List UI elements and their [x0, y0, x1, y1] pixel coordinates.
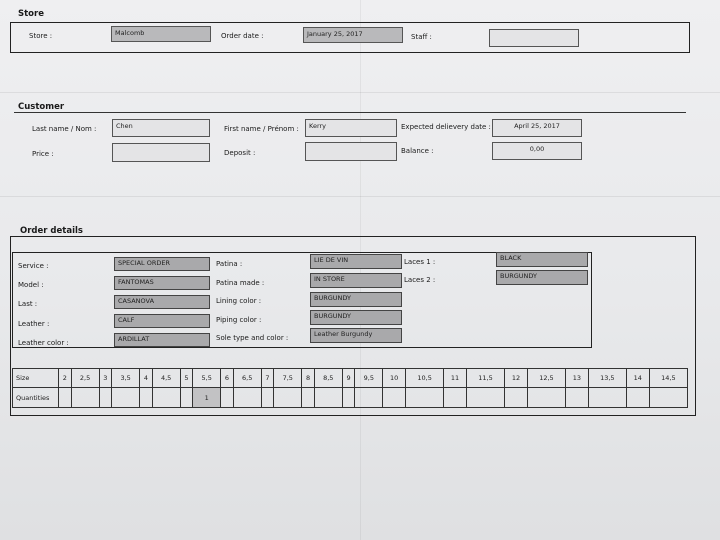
size-cell: 12	[505, 369, 528, 388]
store-section-title: Store	[18, 9, 44, 19]
deposit-field[interactable]	[305, 142, 397, 161]
quantity-cell[interactable]	[112, 388, 140, 408]
quantity-cell[interactable]	[140, 388, 153, 408]
size-cell: 10,5	[406, 369, 444, 388]
size-cell: 2	[59, 369, 72, 388]
size-cell: 13	[565, 369, 588, 388]
quantity-cell[interactable]	[261, 388, 274, 408]
quantity-cell[interactable]	[59, 388, 72, 408]
patina-made-value[interactable]: IN STORE	[310, 273, 402, 288]
quantities-header: Quantities	[13, 388, 59, 408]
model-value[interactable]: FANTOMAS	[114, 276, 210, 290]
price-label: Price :	[32, 150, 54, 158]
size-cell: 5,5	[193, 369, 221, 388]
staff-label: Staff :	[411, 33, 432, 41]
quantity-cell[interactable]	[302, 388, 315, 408]
size-cell: 3	[99, 369, 112, 388]
size-cell: 14	[626, 369, 649, 388]
size-header: Size	[13, 369, 59, 388]
quantity-cell[interactable]	[649, 388, 687, 408]
quantity-cell[interactable]	[221, 388, 234, 408]
piping-color-label: Piping color :	[216, 316, 262, 324]
size-cell: 3,5	[112, 369, 140, 388]
piping-color-value[interactable]: BURGUNDY	[310, 310, 402, 325]
expected-delivery-label: Expected delievery date :	[401, 123, 491, 131]
sole-type-color-label: Sole type and color :	[216, 334, 289, 342]
size-cell: 12,5	[527, 369, 565, 388]
customer-section-title: Customer	[18, 102, 65, 112]
laces-2-label: Laces 2 :	[404, 276, 436, 284]
leather-color-value[interactable]: ARDILLAT	[114, 333, 210, 347]
quantity-cell[interactable]	[355, 388, 383, 408]
order-date-field[interactable]: January 25, 2017	[303, 27, 403, 43]
quantity-cell[interactable]: 1	[193, 388, 221, 408]
size-row	[13, 369, 688, 388]
size-cell: 7,5	[274, 369, 302, 388]
size-cell: 6	[221, 369, 234, 388]
lining-color-value[interactable]: BURGUNDY	[310, 292, 402, 307]
order-date-label: Order date :	[221, 32, 264, 40]
size-cell: 11	[444, 369, 467, 388]
store-section-box	[10, 22, 690, 53]
size-cell: 4	[140, 369, 153, 388]
patina-made-label: Patina made :	[216, 279, 265, 287]
laces-1-value[interactable]: BLACK	[496, 252, 588, 267]
quantity-cell[interactable]	[233, 388, 261, 408]
first-name-field[interactable]: Kerry	[305, 119, 397, 137]
size-cell: 8,5	[314, 369, 342, 388]
size-cell: 9,5	[355, 369, 383, 388]
size-cell: 7	[261, 369, 274, 388]
quantity-cell[interactable]	[588, 388, 626, 408]
size-cell: 13,5	[588, 369, 626, 388]
last-label: Last :	[18, 300, 38, 308]
model-label: Model :	[18, 281, 44, 289]
size-cell: 6,5	[233, 369, 261, 388]
lining-color-label: Lining color :	[216, 297, 262, 305]
store-field[interactable]: Malcomb	[111, 26, 211, 42]
deposit-label: Deposit :	[224, 149, 256, 157]
quantity-cell[interactable]	[342, 388, 355, 408]
size-cell: 8	[302, 369, 315, 388]
service-value[interactable]: SPECIAL ORDER	[114, 257, 210, 271]
quantity-cell[interactable]	[466, 388, 504, 408]
patina-value[interactable]: LIE DE VIN	[310, 254, 402, 269]
quantity-cell[interactable]	[527, 388, 565, 408]
size-cell: 10	[383, 369, 406, 388]
last-name-label: Last name / Nom :	[32, 125, 97, 133]
quantity-cell[interactable]	[71, 388, 99, 408]
leather-value[interactable]: CALF	[114, 314, 210, 328]
quantity-cell[interactable]	[406, 388, 444, 408]
size-quantity-table	[12, 368, 688, 408]
quantity-cell[interactable]	[274, 388, 302, 408]
last-name-field[interactable]: Chen	[112, 119, 210, 137]
quantity-cell[interactable]	[180, 388, 193, 408]
balance-field[interactable]: 0,00	[492, 142, 582, 160]
size-cell: 4,5	[152, 369, 180, 388]
quantities-row	[13, 388, 688, 408]
first-name-label: First name / Prénom :	[224, 125, 299, 133]
size-cell: 11,5	[466, 369, 504, 388]
service-label: Service :	[18, 262, 49, 270]
staff-field[interactable]	[489, 29, 579, 47]
price-field[interactable]	[112, 143, 210, 162]
quantity-cell[interactable]	[505, 388, 528, 408]
laces-1-label: Laces 1 :	[404, 258, 436, 266]
order-details-title: Order details	[20, 226, 83, 236]
quantity-cell[interactable]	[444, 388, 467, 408]
laces-2-value[interactable]: BURGUNDY	[496, 270, 588, 285]
customer-section-line	[14, 112, 686, 113]
size-cell: 2,5	[71, 369, 99, 388]
balance-label: Balance :	[401, 147, 434, 155]
expected-delivery-field[interactable]: April 25, 2017	[492, 119, 582, 137]
quantity-cell[interactable]	[565, 388, 588, 408]
size-cell: 5	[180, 369, 193, 388]
quantity-cell[interactable]	[383, 388, 406, 408]
store-label: Store :	[29, 32, 53, 40]
quantity-cell[interactable]	[314, 388, 342, 408]
last-value[interactable]: CASANOVA	[114, 295, 210, 309]
sole-type-color-value[interactable]: Leather Burgundy	[310, 328, 402, 343]
patina-label: Patina :	[216, 260, 243, 268]
leather-label: Leather :	[18, 320, 50, 328]
size-cell: 9	[342, 369, 355, 388]
size-cell: 14,5	[649, 369, 687, 388]
quantity-cell[interactable]	[152, 388, 180, 408]
leather-color-label: Leather color :	[18, 339, 69, 347]
quantity-cell[interactable]	[99, 388, 112, 408]
quantity-cell[interactable]	[626, 388, 649, 408]
